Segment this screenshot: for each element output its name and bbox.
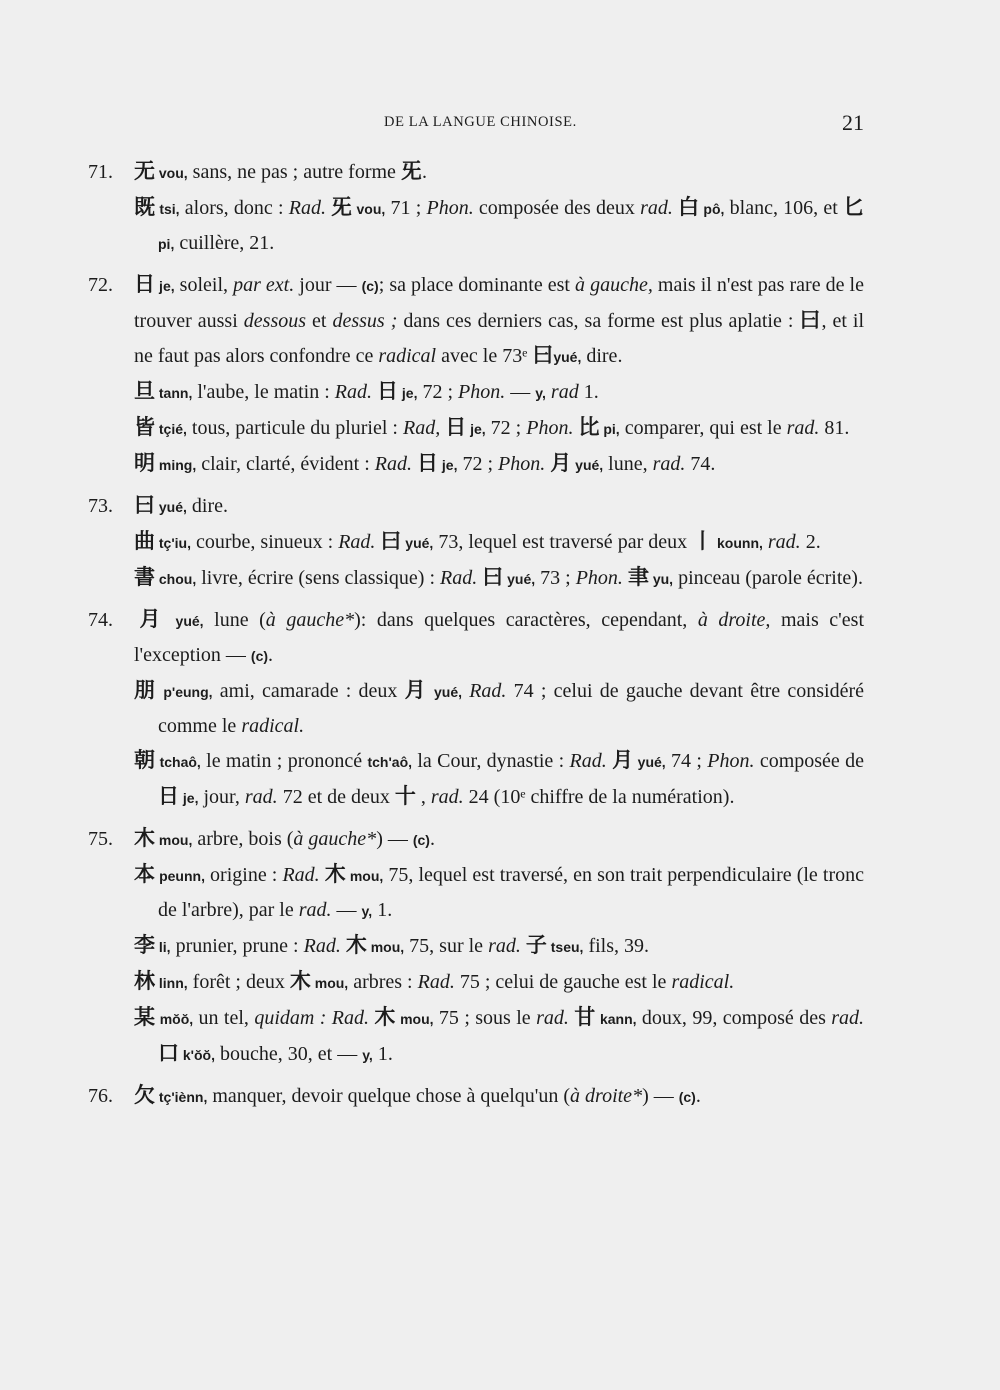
entry-text: jour — [294, 274, 362, 296]
romanization: peunn, [155, 868, 205, 884]
entry-text: la Cour, dynastie : [412, 750, 570, 772]
romanization: ming, [155, 457, 197, 473]
italic-text: Phon. [426, 197, 474, 219]
entry-number: 75. [88, 828, 113, 850]
romanization: tsi, [155, 201, 180, 217]
chinese-character: 木 [374, 1005, 396, 1029]
romanization: yué, [401, 535, 434, 551]
italic-text: Rad. [338, 531, 376, 553]
chinese-character: 聿 [627, 565, 649, 589]
chinese-character: 曰 [134, 493, 155, 517]
romanization: tçié, [155, 421, 187, 437]
chinese-character: 匕 [843, 195, 865, 219]
italic-text: à gauche* [293, 828, 377, 850]
italic-text: rad [550, 381, 579, 403]
romanization: mou, [155, 832, 193, 848]
romanization: linn, [155, 975, 188, 991]
romanization: y, [361, 903, 373, 919]
character-entry [88, 190, 864, 261]
italic-text: à gauche, [575, 274, 653, 296]
romanization: tseu, [546, 939, 584, 955]
romanization: (c) [412, 832, 430, 848]
entry-text: — [505, 381, 536, 403]
chinese-character: 某 [134, 1005, 156, 1029]
romanization: je, [466, 421, 486, 437]
chinese-character: 口 [158, 1041, 179, 1065]
entry-text: avec le 73ᵉ [436, 345, 533, 367]
entry-text: lune ( [203, 609, 266, 631]
italic-text: Rad. [334, 381, 373, 403]
chinese-character: 曲 [134, 529, 155, 553]
italic-text: Rad. [374, 453, 413, 475]
entry-text: un tel, [193, 1007, 255, 1029]
chinese-character: 日 [377, 379, 399, 403]
entry-text: 2. [800, 531, 821, 553]
italic-text: radical. [241, 715, 305, 737]
romanization: vou, [155, 165, 188, 181]
entry-text: — [331, 899, 362, 921]
chinese-character: 旡 [400, 159, 422, 183]
entry-text: courbe, sinueux : [191, 531, 339, 553]
entry-text: 1. [372, 1043, 393, 1065]
italic-text: Rad. [569, 750, 607, 772]
entry-text: . [429, 828, 435, 850]
italic-text: Rad. [282, 864, 320, 886]
italic-text: Rad. [417, 971, 455, 993]
character-entry [88, 560, 864, 596]
entry-text: 1. [578, 381, 599, 403]
romanization: tç'iènn, [155, 1089, 208, 1105]
entry-text: 75, sur le [404, 935, 489, 957]
romanization: tch'aô, [367, 754, 413, 770]
entry-text: origine : [204, 864, 283, 886]
romanization: pi, [599, 421, 620, 437]
entry-text: mais il n'est pas rare de le trouver aussi [134, 274, 864, 332]
italic-text: Phon. [575, 567, 623, 589]
italic-text: Rad. [469, 680, 507, 702]
entry-text: lune, [603, 453, 653, 475]
entry-text: alors, donc : [179, 197, 289, 219]
romanization: vou, [352, 201, 386, 217]
chinese-character: 木 [289, 969, 311, 993]
romanization: pi, [158, 236, 175, 252]
entry-text: 75 ; celui de gauche est le [454, 971, 672, 993]
entry-text: 1. [372, 899, 393, 921]
romanization: tann, [155, 385, 193, 401]
italic-text: dessus ; [332, 310, 398, 332]
entry-text: forêt ; deux [187, 971, 290, 993]
entry-text: bouche, 30, et — [215, 1043, 363, 1065]
romanization: yué, [571, 457, 604, 473]
entry-text: 74. [685, 453, 716, 475]
chinese-character: 欠 [134, 1083, 155, 1107]
entry-text: pinceau (parole écrite). [673, 567, 863, 589]
chinese-character: 既 [134, 195, 156, 219]
entry-number: 74. [88, 609, 113, 631]
romanization: mou, [366, 939, 405, 955]
entry-text: 72 ; [457, 453, 499, 475]
italic-text: rad. [244, 786, 278, 808]
romanization: mou, [345, 868, 384, 884]
entry-text: 71 ; [385, 197, 427, 219]
romanization: yué, [155, 499, 187, 515]
radical-entry [88, 154, 864, 190]
chinese-character: 十 [394, 784, 416, 808]
romanization: yué, [427, 684, 462, 700]
romanization: mou, [310, 975, 349, 991]
chinese-character: 曰 [532, 343, 554, 367]
chinese-character: 白 [678, 195, 700, 219]
entry-text: dire. [581, 345, 623, 367]
entry-text: et [306, 310, 333, 332]
entry-text: cuillère, 21. [174, 232, 275, 254]
character-entry [88, 964, 864, 1000]
entry-number: 72. [88, 274, 113, 296]
entry-text: composée des deux [473, 197, 641, 219]
entry-text: manquer, devoir quelque chose à quelqu'un ( [207, 1085, 571, 1107]
chinese-character: 无 [134, 159, 155, 183]
entry-text: , [415, 786, 431, 808]
character-entry [88, 410, 864, 446]
romanization: (c) [361, 278, 379, 294]
romanization: tchaô, [155, 754, 201, 770]
italic-text: à droite* [570, 1085, 643, 1107]
italic-text: à droite, [697, 609, 771, 631]
italic-text: rad. [640, 197, 673, 219]
entry-text: 72 ; [417, 381, 459, 403]
chinese-character: 比 [578, 415, 600, 439]
entry-text: , et il ne faut pas alors confondre ce [134, 310, 865, 367]
entry-number: 71. [88, 161, 113, 183]
romanization: pô, [699, 201, 725, 217]
chinese-character: 月 [550, 451, 572, 475]
entry-text: dans ces derniers cas, sa forme est plus aplatie : [397, 310, 800, 332]
entry-text: 74 ; [665, 750, 708, 772]
entry-text: doux, 99, composé des [636, 1007, 832, 1029]
romanization: chou, [155, 571, 197, 587]
italic-text: Rad. [440, 567, 478, 589]
romanization: kann, [595, 1011, 637, 1027]
chinese-character: 木 [134, 826, 155, 850]
italic-text: rad. [786, 417, 820, 439]
chinese-character: 木 [345, 933, 367, 957]
character-entry [88, 673, 864, 743]
romanization: k'ŏŏ, [179, 1047, 215, 1063]
chinese-character: 子 [525, 933, 547, 957]
romanization: yué, [553, 349, 582, 365]
radical-entry [88, 267, 864, 374]
entry-text: ; sa place dominante est [378, 274, 576, 296]
chinese-character: 朝 [134, 748, 156, 772]
chinese-character: 曰 [380, 529, 402, 553]
entry-text: . [421, 161, 427, 183]
entry-text: l'aube, le matin : [192, 381, 335, 403]
entry-text: 75, lequel est traversé, en son trait perpendiculaire (le tronc de l'arbre), par le [158, 864, 864, 921]
entry-text: 74 ; celui de gauche devant être considéré comme le [158, 680, 865, 737]
entry-text: sans, ne pas ; autre forme [187, 161, 401, 183]
chinese-character: 日 [134, 272, 156, 296]
chinese-character: 旡 [331, 195, 353, 219]
chinese-character: 朋 [134, 678, 158, 702]
romanization: (c) [250, 648, 269, 664]
romanization: je, [155, 278, 175, 294]
romanization: p'eung, [157, 684, 213, 700]
chinese-character: 旦 [134, 379, 155, 403]
italic-text: rad. [831, 1007, 865, 1029]
chinese-character: 月 [404, 678, 428, 702]
italic-text: rad. [298, 899, 332, 921]
entry-text: 72 et de deux [277, 786, 395, 808]
romanization: mou, [395, 1011, 434, 1027]
entry-text: 73, lequel est traversé par deux [433, 531, 693, 553]
italic-text: rad. [430, 786, 464, 808]
romanization: je, [438, 457, 458, 473]
romanization: yué, [166, 613, 204, 629]
romanization: yu, [648, 571, 674, 587]
italic-text: dessous [243, 310, 307, 332]
chinese-character: 日 [417, 451, 439, 475]
chinese-character: 甘 [574, 1005, 596, 1029]
italic-text: par ext. [233, 274, 295, 296]
romanization: je, [398, 385, 418, 401]
romanization: y, [362, 1047, 373, 1063]
chinese-character: 書 [134, 565, 155, 589]
chinese-character: 丨 [692, 529, 714, 553]
running-head: DE LA LANGUE CHINOISE. [384, 114, 577, 130]
italic-text: Rad, [402, 417, 441, 439]
character-entry [88, 743, 864, 815]
italic-text: rad. [488, 935, 521, 957]
entry-text: 24 (10ᵉ chiffre de la numération). [463, 786, 735, 808]
chinese-character: 皆 [134, 415, 155, 439]
chinese-character: 李 [134, 933, 155, 957]
italic-text: Phon. [458, 381, 506, 403]
italic-text: radical. [671, 971, 735, 993]
entry-text: soleil, [174, 274, 234, 296]
character-entry [88, 928, 864, 964]
chinese-character: 明 [134, 451, 155, 475]
character-entry [88, 1000, 864, 1072]
entry-text: le matin ; prononcé [200, 750, 368, 772]
italic-text: rad. [767, 531, 801, 553]
entry-text: comparer, qui est le [619, 417, 787, 439]
chinese-character: 日 [445, 415, 467, 439]
dictionary-entries [88, 148, 864, 1114]
romanization: li, [155, 939, 171, 955]
entry-text: arbres : [348, 971, 418, 993]
entry-text: prunier, prune : [170, 935, 304, 957]
italic-text: quidam : Rad. [254, 1007, 369, 1029]
entry-text: livre, écrire (sens classique) : [196, 567, 441, 589]
romanization: je, [179, 790, 199, 806]
character-entry [88, 524, 864, 560]
entry-text: tous, particule du pluriel : [186, 417, 403, 439]
entry-text: 73 ; [535, 567, 576, 589]
entry-text: clair, clarté, évident : [196, 453, 375, 475]
chinese-character: 木 [324, 862, 346, 886]
italic-text: rad. [652, 453, 686, 475]
italic-text: Phon. [526, 417, 574, 439]
italic-text: Phon. [707, 750, 755, 772]
page-number: 21 [842, 110, 864, 135]
radical-entry [88, 1078, 864, 1114]
romanization: mŏŏ, [155, 1011, 194, 1027]
radical-entry [88, 602, 864, 673]
entry-text: . [268, 644, 274, 666]
chinese-character: 日 [158, 784, 179, 808]
entry-text: ) — [642, 1085, 679, 1107]
radical-entry [88, 821, 864, 857]
romanization: y, [535, 385, 546, 401]
entry-text: fils, 39. [583, 935, 649, 957]
entry-text: 75 ; sous le [433, 1007, 537, 1029]
entry-text: ) — [376, 828, 413, 850]
entry-text: 72 ; [485, 417, 527, 439]
character-entry [88, 374, 864, 410]
entry-text: composée de [754, 750, 865, 772]
entry-text: ami, camarade : deux [212, 680, 405, 702]
chinese-character: 曰 [482, 565, 504, 589]
italic-text: radical [378, 345, 437, 367]
entry-text: jour, [198, 786, 245, 808]
entry-text: blanc, 106, et [724, 197, 844, 219]
romanization: tç'iu, [155, 535, 191, 551]
chinese-character: 林 [134, 969, 155, 993]
chinese-character: 月 [134, 607, 167, 631]
romanization: yué, [633, 754, 666, 770]
chinese-character: 月 [612, 748, 634, 772]
italic-text: Phon. [498, 453, 546, 475]
italic-text: Rad. [288, 197, 326, 219]
character-entry [88, 446, 864, 482]
romanization: kounn, [713, 535, 763, 551]
character-entry [88, 857, 864, 928]
italic-text: à gauche* [265, 609, 355, 631]
romanization: yué, [503, 571, 536, 587]
entry-number: 76. [88, 1085, 113, 1107]
italic-text: rad. [536, 1007, 569, 1029]
entry-text: ): dans quelques caractères, cependant, [354, 609, 698, 631]
chinese-character: 本 [134, 862, 156, 886]
entry-text: . [695, 1085, 701, 1107]
entry-text: 81. [819, 417, 850, 439]
italic-text: Rad. [303, 935, 341, 957]
entry-text: mais c'est l'exception — [134, 609, 864, 666]
radical-entry [88, 488, 864, 524]
entry-text: arbre, bois ( [192, 828, 294, 850]
entry-text: dire. [186, 495, 228, 517]
entry-number: 73. [88, 495, 113, 517]
romanization: (c) [678, 1089, 696, 1105]
chinese-character: 曰 [799, 308, 822, 332]
